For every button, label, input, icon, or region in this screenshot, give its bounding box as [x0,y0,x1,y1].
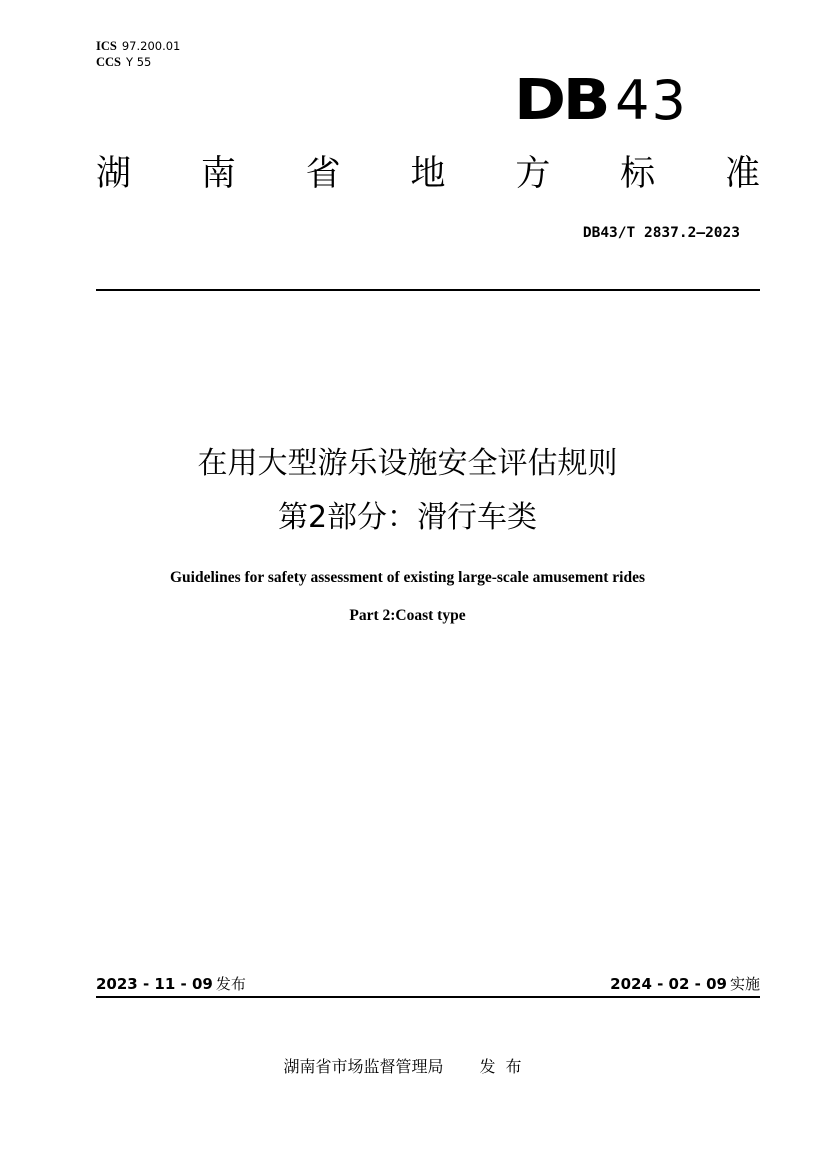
db-logo-mark: DB [514,68,608,133]
issue-date-label: 发布 [215,975,246,993]
db-logo [514,70,688,132]
standard-type [96,152,760,196]
db-logo-number: 43 [615,69,688,132]
effective-date-label: 实施 [729,975,760,993]
standard-type-char: 地 [410,154,446,194]
ccs-line [96,54,180,70]
standard-type-char: 方 [515,154,551,194]
publish-action-char: 发 [479,1057,496,1076]
publisher [0,1056,815,1078]
ccs-label: CCS [96,55,122,69]
issue-date [96,974,246,994]
title-cn-line1: 在用大型游乐设施安全评估规则 [197,446,618,481]
ics-value: 97.200.01 [121,39,181,53]
effective-date-value: 2024 - 02 - 09 [610,975,727,993]
issue-date-value: 2023 - 11 - 09 [96,975,213,993]
standard-type-char: 南 [200,154,236,194]
title-en-line2: Part 2:Coast type [349,607,466,624]
title-en-line1: Guidelines for safety assessment of existing large-scale amusement rides [170,569,645,586]
ccs-value: Y 55 [126,55,152,69]
publish-action-char: 布 [505,1057,522,1076]
ics-label: ICS [96,39,117,53]
header-divider [96,289,760,291]
footer-divider [96,996,760,998]
ics-line [96,38,180,54]
title-cn-line2: 第2部分：滑行车类 [277,500,538,535]
standard-type-char: 准 [724,154,760,194]
standard-type-char: 标 [620,154,656,194]
publisher-name: 湖南省市场监督管理局 [283,1057,444,1076]
publish-action [479,1057,531,1076]
standard-type-char: 湖 [96,154,132,194]
standard-number: DB43/T 2837.2—2023 [582,225,740,241]
classification-codes [96,38,180,70]
effective-date [610,974,760,994]
standard-type-char: 省 [305,154,341,194]
